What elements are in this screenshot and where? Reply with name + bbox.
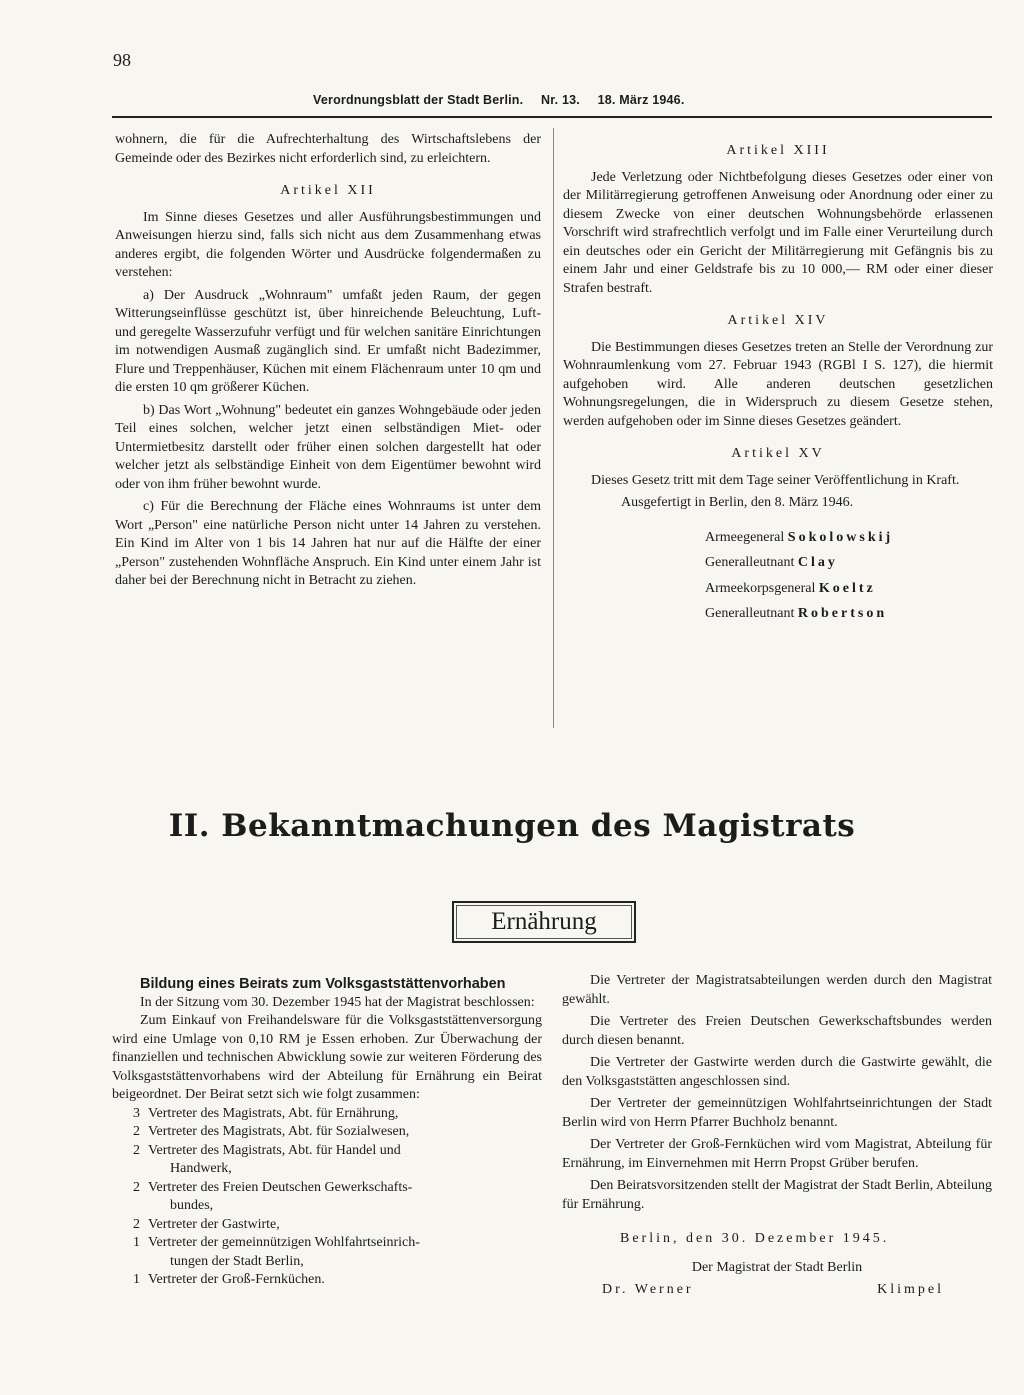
section-heading: II. Bekanntmachungen des Magistrats [168, 808, 856, 844]
notice-paragraph: Der Vertreter der Groß-Fernküchen wird vom Magistrat, Abteilung für Ernährung, im Einvernehmen mit Herrn Propst Grüber berufen. [562, 1137, 992, 1171]
list-item: Handwerk, [170, 1161, 232, 1176]
notice-paragraph: Die Vertreter des Freien Deutschen Gewerkschaftsbundes werden durch diesen benannt. [562, 1014, 992, 1048]
issue-number: Nr. 13. [541, 93, 580, 107]
list-item: 2 Vertreter des Freien Deutschen Gewerkschafts- [133, 1179, 413, 1195]
list-item: bundes, [170, 1198, 214, 1213]
article-12-heading: Artikel XII [280, 183, 376, 198]
lower-left-column [112, 975, 542, 1290]
notice-paragraph: Die Vertreter der Magistratsabteilungen werden durch den Magistrat gewählt. [562, 973, 992, 1007]
notice-dated-line: Berlin, den 30. Dezember 1945. [620, 1231, 890, 1246]
article-15-heading: Artikel XV [731, 446, 825, 461]
upper-right-column [563, 142, 993, 631]
notice-paragraph: Den Beiratsvorsitzenden stellt der Magistrat der Stadt Berlin, Abteilung für Ernährung. [562, 1178, 992, 1212]
notice-body: Zum Einkauf von Freihandelsware für die Volksgaststättenversorgung wird eine Umlage von 0,10 RM je Essen erhoben. Zur Überwachung der finanziellen und technischen Abwicklung sowie zur weiteren Förderung des Volksgaststättenvorhabens wird der Abteilung für Ernährung ein Beirat beigeordnet. Der Beirat setzt sich wie folgt zusammen: [112, 1013, 542, 1102]
article-14-heading: Artikel XIV [727, 313, 829, 328]
signatory: Generalleutnant Clay [705, 555, 838, 570]
signatory: Armeegeneral Sokolowskij [705, 529, 894, 545]
boxed-heading [452, 901, 636, 943]
header-rule [112, 116, 992, 118]
publication-title: Verordnungsblatt der Stadt Berlin. [313, 93, 524, 107]
notice-signatures [562, 1281, 992, 1300]
notice-title: Bildung eines Beirats zum Volksgaststättenvorhaben [140, 976, 506, 992]
article-13-heading: Artikel XIII [726, 143, 830, 158]
list-item: tungen der Stadt Berlin, [170, 1253, 304, 1269]
intro-paragraph: wohnern, die für die Aufrechterhaltung des Wirtschaftslebens der Gemeinde oder des Bezirkes nicht erforderlich sind, zu erleichtern. [115, 132, 541, 166]
signer-name: Klimpel [877, 1282, 944, 1297]
signatory: Generalleutnant Robertson [705, 606, 888, 621]
notice-paragraph: Die Vertreter der Gastwirte werden durch die Gastwirte gewählt, die den Volksgaststätten angeschlossen sind. [562, 1055, 992, 1089]
member-list [112, 1105, 542, 1290]
signatories-list [563, 529, 993, 624]
list-item: 2 Vertreter des Magistrats, Abt. für Handel und [133, 1142, 401, 1158]
signer-name: Dr. Werner [602, 1282, 694, 1297]
definition-a: a) Der Ausdruck „Wohnraum" umfaßt jeden Raum, der gegen Witterungseinflüsse geschützt ist, über hinreichende Beleuchtung, Luft- und geregelte Wasserzufuhr verfügt und für welchen sanitäre Einrichtungen im notwendigen Ausmaß zugänglich sind. Er umfaßt nicht Badezimmer, Flure und Treppenhäuser, Küchen mit einem Flächenraum unter 10 qm und die ersten 10 qm größerer Küchen. [115, 287, 541, 395]
article-15-text: Dieses Gesetz tritt mit dem Tage seiner Veröffentlichung in Kraft. [591, 472, 960, 488]
list-item: 1 Vertreter der gemeinnützigen Wohlfahrtseinrich- [133, 1235, 420, 1250]
article-13-text: Jede Verletzung oder Nichtbefolgung dieses Gesetzes oder einer von der Militärregierung getroffenen Anweisung oder Anordnung oder einer zu diesem Zwecke von einer deutschen Wohnungsbehörde erlassenen Vorschrift wird strafrechtlich verfolgt und im Falle einer Verurteilung durch ein deutsches oder ein Gericht der Militärregierung mit Gefängnis bis zu einem Jahr und einer Geldstrafe bis zu 10 000,— RM oder einer dieser Strafen bestraft. [563, 169, 993, 296]
article-14-text: Die Bestimmungen dieses Gesetzes treten an Stelle der Verordnung zur Wohnraumlenkung vom 27. Februar 1943 (RGBl I S. 127), die hiermit aufgehoben wird. Alle anderen deutschen gesetzlichen Wohnungsregelungen, die in Widerspruch zu diesem Gesetze stehen, werden aufgehoben oder im Sinne dieses Gesetzes geändert. [563, 339, 993, 429]
upper-left-column [115, 131, 541, 595]
law-dated-line: Ausgefertigt in Berlin, den 8. März 1946. [621, 495, 854, 510]
list-item: 1 Vertreter der Groß-Fernküchen. [133, 1272, 325, 1287]
notice-paragraph: Der Vertreter der gemeinnützigen Wohlfahrtseinrichtungen der Stadt Berlin wird von Herrn Pfarrer Buchholz benannt. [562, 1096, 992, 1130]
issue-date: 18. März 1946. [597, 93, 685, 107]
page-number: 98 [113, 50, 131, 70]
running-header [313, 93, 699, 107]
definition-c: c) Für die Berechnung der Fläche eines Wohnraums ist unter dem Wort „Person" eine natürliche Person nicht unter 14 Jahren zu verstehen. Ein Kind im Alter von 1 bis 14 Jahren hat nur auf die Hälfte der einer „Person" zustehenden Wohnfläche Anspruch. Ein Kind unter einem Jahr ist daher bei der Berechnung nicht in Betracht zu ziehen. [115, 499, 541, 588]
column-divider [553, 128, 554, 728]
notice-intro: In der Sitzung vom 30. Dezember 1945 hat der Magistrat beschlossen: [140, 994, 535, 1010]
list-item: 3 Vertreter des Magistrats, Abt. für Ernährung, [133, 1105, 399, 1121]
article-12-text: Im Sinne dieses Gesetzes und aller Ausführungsbestimmungen und Anweisungen hierzu sind, falls sich nicht aus dem Zusammenhang etwas anderes ergibt, die folgenden Wörter und Ausdrücke folgendermaßen zu verstehen: [115, 209, 541, 280]
issuing-authority: Der Magistrat der Stadt Berlin [691, 1259, 863, 1275]
lower-right-column [562, 972, 992, 1300]
list-item: 2 Vertreter des Magistrats, Abt. für Sozialwesen, [133, 1124, 410, 1139]
boxed-heading-label: Ernährung [491, 908, 597, 935]
list-item: 2 Vertreter der Gastwirte, [133, 1216, 280, 1232]
signatory: Armeekorpsgeneral Koeltz [705, 580, 876, 596]
definition-b: b) Das Wort „Wohnung" bedeutet ein ganzes Wohngebäude oder jeden Teil eines solchen, welcher jetzt einen selbständigen Miet- oder Untermietbesitz darstellt oder früher einen solchen dargestellt hat oder welcher jetzt als selbständige Einheit von dem Eigentümer bewohnt wird oder von ihm früher bewohnt wurde. [115, 402, 541, 492]
